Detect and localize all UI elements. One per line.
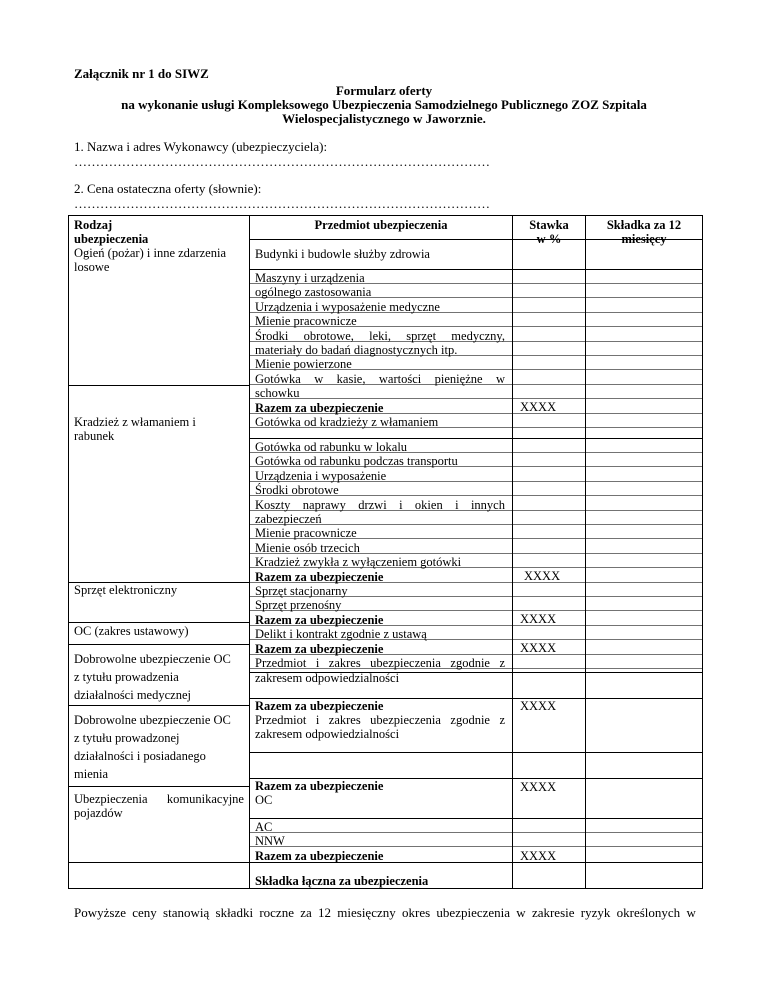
subtotal-voluntary-business: Razem za ubezpieczenie [255,779,384,793]
item-ordinary-theft: Kradzież zwykła z wyłączeniem gotówki [255,555,462,570]
word: drzwi [358,497,387,512]
group-voluntary-business-line2: z tytułu prowadzonej [74,731,180,745]
item-cash-robbery-transport: Gotówka od rabunku podczas transportu [255,454,458,469]
word: 12 [318,905,332,920]
rate-placeholder: XXXX [520,400,557,414]
word: w [686,905,696,920]
group-electronic: Sprzęt elektroniczny [74,583,178,597]
item-employee-property: Mienie pracownicze [255,314,357,329]
item-cash-line1 [255,372,505,386]
item-devices: Urządzenia i wyposażenie [255,468,387,483]
annex-label: Załącznik nr 1 do SIWZ [74,66,209,81]
col-header-premium [586,218,702,247]
item-medical-equipment: Urządzenia i wyposażenie medyczne [255,299,440,314]
subtotal-oc: Razem za ubezpieczenie [255,641,384,656]
word: medyczny, [451,328,505,343]
item-nnw: NNW [255,834,285,849]
word: ryzyk [580,905,611,920]
group-voluntary-business-line1: Dobrowolne ubezpieczenie OC [74,713,231,727]
item-scope-business-line1 [255,713,505,727]
item-entrusted-property: Mienie powierzone [255,357,352,372]
rate-placeholder: XXXX [520,849,557,863]
item-third-party-property: Mienie osób trzecich [255,540,360,555]
word: i [399,497,403,512]
word: Koszty [255,497,291,512]
word: okres [402,905,431,920]
item-current-assets: Środki obrotowe [255,483,339,498]
group-fire-line2: losowe [74,260,110,275]
group-voluntary-medical-line3: działalności medycznej [74,688,191,702]
item-current-assets-line1 [255,329,505,343]
subtotal-electronic: Razem za ubezpieczenie [255,612,384,627]
item-repair-line1 [255,498,505,512]
word: kasie, [336,371,366,386]
contractor-label: 1. Nazwa i adres Wykonawcy (ubezpieczyciela): [74,139,328,154]
group-vehicles-word2: komunikacyjne [166,792,244,806]
item-scope-medical-line2: zakresem odpowiedzialności [255,670,400,685]
col-header-type-line2: ubezpieczenia [74,232,149,247]
word: miesięczny [337,905,396,920]
word: w [495,371,505,386]
word: ubezpieczenia [370,656,441,671]
group-theft-line2: rabunek [74,429,115,444]
contractor-input-line[interactable]: …………………………………………………………………………………… [74,154,490,169]
word: i [315,713,320,727]
word: zakres [328,713,361,727]
total-premium-label: Składka łączna za ubezpieczenia [255,874,429,888]
group-fire [74,246,226,275]
item-scope-business [255,713,505,742]
group-voluntary-medical-line2: z tytułu prowadzenia [74,670,179,684]
word: ubezpieczenia [370,713,441,727]
col-header-type-line1: Rodzaj [74,218,113,232]
col-header-rate-line2: w % [536,232,562,247]
group-voluntary-business-line3: działalności i posiadanego [74,749,206,763]
word: określonych [616,905,681,920]
group-voluntary-medical [74,650,231,704]
form-subtitle-line1: na wykonanie usługi Kompleksowego Ubezpieczenia Samodzielnego Publicznego ZOZ Szpitala [121,97,647,112]
word: i [315,656,320,671]
group-vehicles-line2: pojazdów [74,806,123,821]
item-cash-theft: Gotówka od kradzieży z włamaniem [255,415,439,430]
group-voluntary-business-line4: mienia [74,767,109,781]
word: wartości [378,371,422,386]
word: Gotówka [255,371,301,386]
item-scope-business-line2: zakresem odpowiedzialności [255,727,400,742]
subtotal-fire: Razem za ubezpieczenie [255,400,384,415]
col-header-subject: Przedmiot ubezpieczenia [314,218,448,232]
item-employee-property-2: Mienie pracownicze [255,526,357,541]
col-header-type [74,218,148,247]
rate-placeholder: XXXX [520,641,557,655]
group-fire-line1: Ogień (pożar) i inne zdarzenia [74,246,227,260]
form-subtitle-line2: Wielospecjalistycznego w Jaworznie. [282,111,486,126]
item-stationary: Sprzęt stacjonarny [255,584,348,599]
word: Środki [255,328,289,343]
group-vehicles [74,792,244,821]
item-machines-line2: ogólnego zastosowania [255,285,372,300]
col-header-rate [513,218,585,247]
subtotal-theft: Razem za ubezpieczenie [255,569,384,584]
word: naprawy [302,497,346,512]
subtotal-vehicles: Razem za ubezpieczenie [255,848,384,863]
group-vehicles-word1: Ubezpieczenia [74,792,148,806]
item-repair-line2: zabezpieczeń [255,512,322,527]
word: roczne [259,905,294,920]
rate-placeholder: XXXX [520,780,557,794]
word: zakres [328,656,361,671]
item-scope-medical-line1 [255,656,505,670]
group-voluntary-medical-line1: Dobrowolne ubezpieczenie OC [74,652,231,666]
fire-items [255,271,505,429]
footer-note [74,905,696,921]
word: ceny [132,905,157,920]
item-cash-line2: schowku [255,386,300,401]
item-ac: AC [255,820,273,834]
price-label: 2. Cena ostateczna oferty (słownie): [74,181,262,196]
word: zgodnie [450,656,490,671]
group-voluntary-business [74,711,231,783]
word: innych [470,497,505,512]
col-header-premium-line1: Składka za 12 [606,218,682,232]
item-oc-vehicle: OC [255,793,273,807]
col-header-premium-line2: miesięcy [621,232,667,247]
theft-items [255,440,505,685]
item-tort: Delikt i kontrakt zgodnie z ustawą [255,627,427,642]
rate-placeholder: XXXX [520,612,557,626]
word: Przedmiot [255,713,307,727]
word: okien [414,497,443,512]
word: zgodnie [450,713,490,727]
word: składki [215,905,254,920]
group-theft [74,415,196,444]
word: za [300,905,312,920]
word: Przedmiot [255,656,307,671]
item-machines-line1: Maszyny i urządzenia [255,271,365,285]
price-input-line[interactable]: …………………………………………………………………………………… [74,196,490,211]
word: z [499,656,505,671]
vehicle-items [255,820,383,863]
word: stanowią [163,905,210,920]
word: w [314,371,324,386]
word: obrotowe, [303,328,354,343]
rate-placeholder: XXXX [520,699,557,713]
word: i [455,497,459,512]
item-portable: Sprzęt przenośny [255,598,342,613]
item-buildings: Budynki i budowle służby zdrowia [255,247,430,261]
group-oc: OC (zakres ustawowy) [74,624,189,638]
item-current-assets-line2: materiały do badań diagnostycznych itp. [255,343,458,358]
word: leki, [369,328,391,343]
form-title: Formularz oferty [335,83,433,98]
word: sprzęt [406,328,437,343]
rate-placeholder: XXXX [524,569,561,583]
word: Powyższe [74,905,126,920]
col-header-rate-line1: Stawka [529,218,569,232]
word: z [499,713,505,727]
word: ubezpieczenia [436,905,511,920]
item-cash-robbery-premises: Gotówka od rabunku w lokalu [255,440,408,454]
word: zakresie [531,905,575,920]
group-theft-line1: Kradzież z włamaniem i [74,415,196,429]
word: w [516,905,526,920]
word: pieniężne [434,371,483,386]
subtotal-voluntary-medical: Razem za ubezpieczenie [255,699,384,713]
